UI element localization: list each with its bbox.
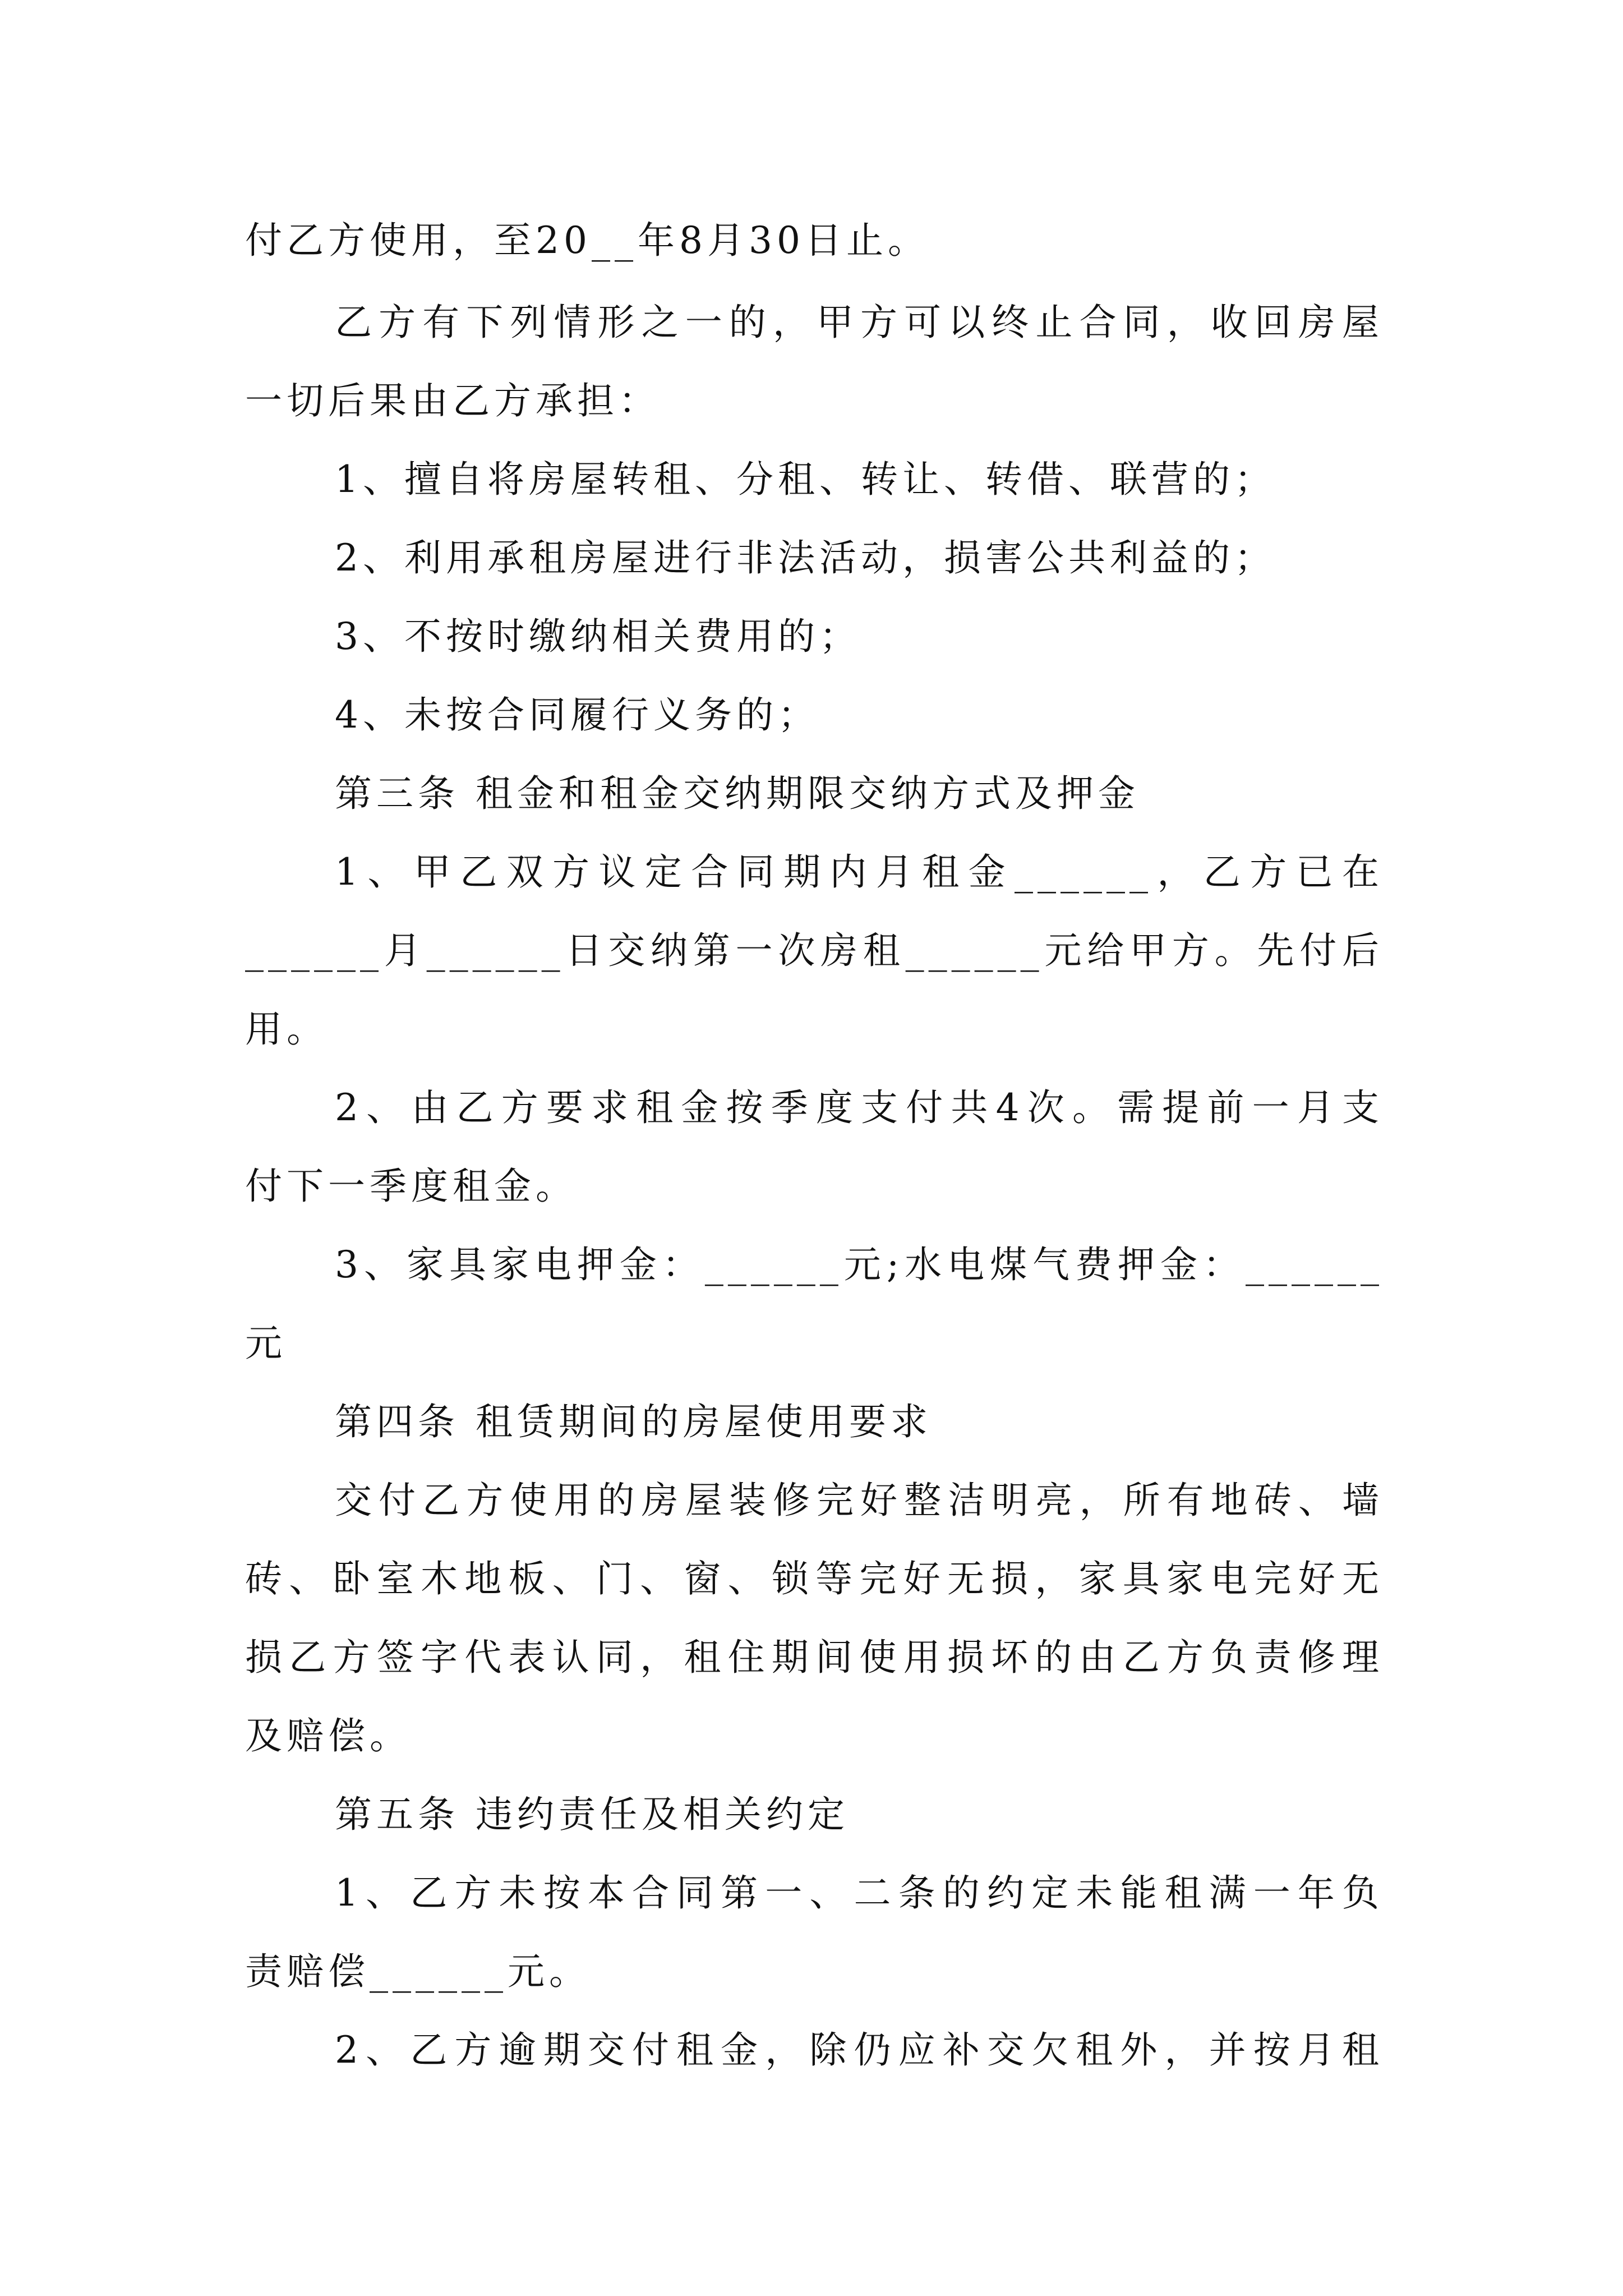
document-line: 1、乙方未按本合同第一、二条的约定未能租满一年负 <box>335 1871 1384 1915</box>
document-line: 1、擅自将房屋转租、分租、转让、转借、联营的； <box>335 458 1276 501</box>
document-line: 付下一季度租金。 <box>245 1165 577 1208</box>
document-line: 2、由乙方要求租金按季度支付共4次。需提前一月支 <box>335 1086 1384 1129</box>
document-line: 交付乙方使用的房屋装修完好整洁明亮，所有地砖、墙 <box>335 1479 1384 1522</box>
document-line: 用。 <box>245 1007 328 1051</box>
document-line: 及赔偿。 <box>245 1714 411 1757</box>
document-line: 责赔偿______元。 <box>245 1950 591 1993</box>
document-line: 3、不按时缴纳相关费用的； <box>335 615 861 658</box>
section-heading: 第五条 违约责任及相关约定 <box>335 1793 849 1836</box>
section-heading: 第四条 租赁期间的房屋使用要求 <box>335 1400 932 1443</box>
document-line: 乙方有下列情形之一的，甲方可以终止合同，收回房屋 <box>335 301 1384 344</box>
document-line: 1、甲乙双方议定合同期内月租金______，乙方已在 <box>335 850 1384 894</box>
document-line: 一切后果由乙方承担： <box>245 379 660 422</box>
document-line: ______月______日交纳第一次房租______元给甲方。先付后 <box>245 929 1384 972</box>
document-line: 3、家具家电押金：______元;水电煤气费押金：______ <box>335 1243 1384 1286</box>
document-line: 2、乙方逾期交付租金，除仍应补交欠租外，并按月租 <box>335 2028 1384 2072</box>
document-line: 损乙方签字代表认同，租住期间使用损坏的由乙方负责修理 <box>245 1636 1384 1679</box>
document-line: 4、未按合同履行义务的； <box>335 693 819 737</box>
document-line: 元 <box>245 1322 287 1365</box>
document-line: 付乙方使用，至20__年8月30日止。 <box>245 219 929 262</box>
document-line: 2、利用承租房屋进行非法活动，损害公共利益的； <box>335 536 1276 579</box>
section-heading: 第三条 租金和租金交纳期限交纳方式及押金 <box>335 772 1140 815</box>
document-line: 砖、卧室木地板、门、窗、锁等完好无损，家具家电完好无 <box>245 1557 1384 1600</box>
